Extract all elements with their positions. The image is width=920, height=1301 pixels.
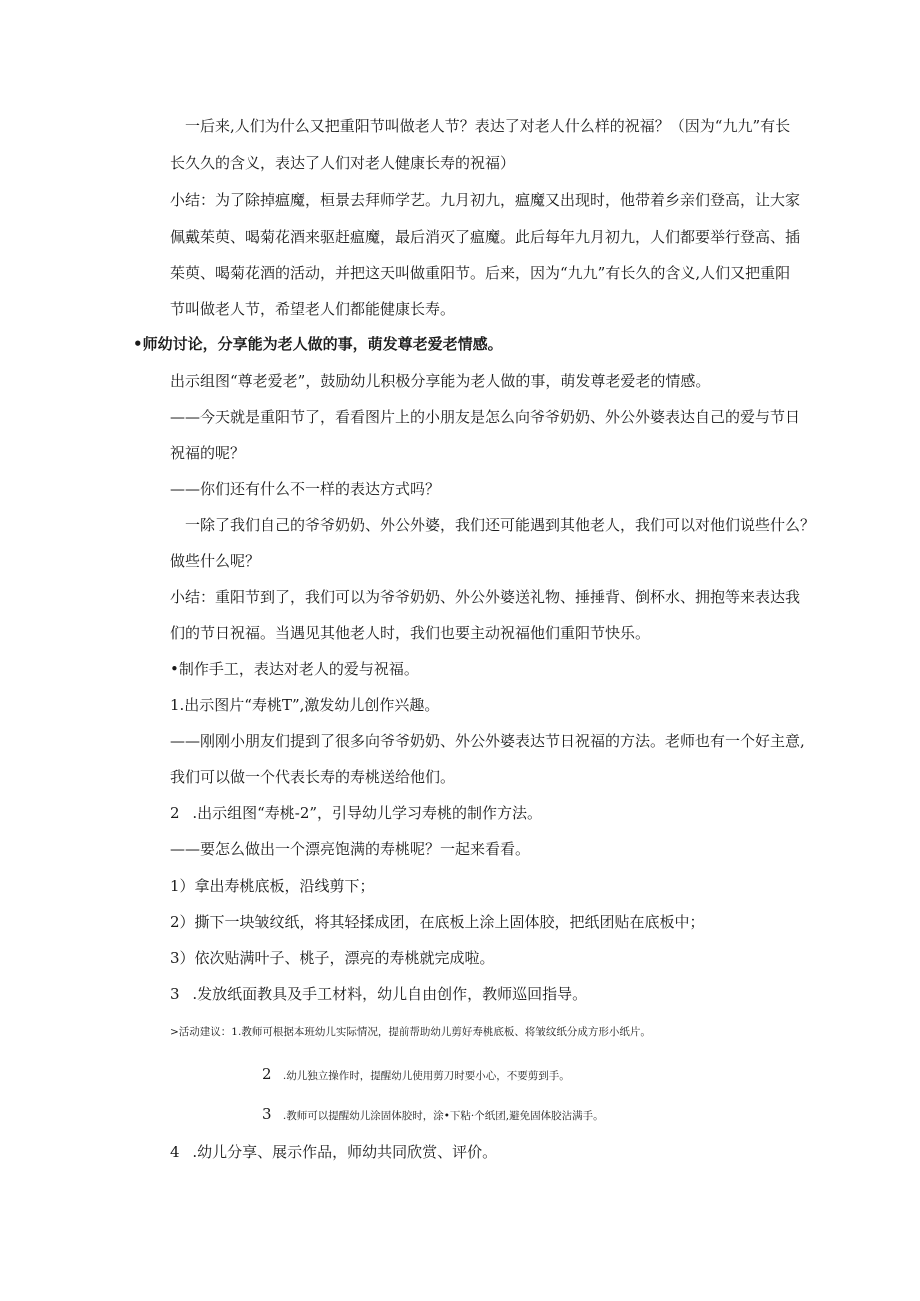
list-number: 3 bbox=[170, 985, 180, 1003]
activity-tip bbox=[262, 1107, 604, 1123]
summary-line: 节叫做老人节，希望老人们都能健康长寿。 bbox=[170, 300, 456, 318]
tip-text: .教师可以提醒幼儿涂固体胶时，涂•下粘·个纸团,避免固体胶沾满手。 bbox=[282, 1110, 604, 1122]
summary-line: 们的节日祝福。当遇见其他老人时，我们也要主动祝福他们重阳节快乐。 bbox=[170, 624, 651, 642]
summary-line: 小结：重阳节到了，我们可以为爷爷奶奶、外公外婆送礼物、捶捶背、倒杯水、拥抱等来表达我 bbox=[170, 588, 801, 606]
section-heading: •制作手工，表达对老人的爱与祝福。 bbox=[170, 660, 419, 678]
tip-text: .幼儿独立操作时，提醒幼儿使用剪刀时要小心，不要剪到手。 bbox=[282, 1070, 570, 1082]
activity-tip: >活动建议：1.教师可根据本班幼儿实际情况，提前帮助幼儿剪好寿桃底板、将皱纹纸分成方形小纸片。 bbox=[170, 1026, 651, 1038]
question-line: ——要怎么做出一个漂亮饱满的寿桃呢？一起来看看。 bbox=[170, 840, 531, 858]
list-item: 1.出示图片“寿桃T”,激发幼儿创作兴趣。 bbox=[170, 696, 440, 714]
summary-line: 小结：为了除掉瘟魔，桓景去拜师学艺。九月初九，瘟魔又出现时，他带着乡亲们登高，让大家 bbox=[170, 191, 801, 209]
paragraph-line: 出示组图“尊老爱老”，鼓励幼儿积极分享能为老人做的事，萌发尊老爱老的情感。 bbox=[170, 372, 711, 390]
question-line: 我们可以做一个代表长寿的寿桃送给他们。 bbox=[170, 768, 456, 786]
question-line: 一除了我们自己的爷爷奶奶、外公外婆，我们还可能遇到其他老人，我们可以对他们说些什么？ bbox=[185, 516, 816, 534]
step-item: 3）依次贴满叶子、桃子，漂亮的寿桃就完成啦。 bbox=[170, 949, 495, 967]
paragraph-line: 一后来,人们为什么又把重阳节叫做老人节？表达了对老人什么样的祝福？（因为“九九”有长 bbox=[185, 117, 791, 135]
tip-number: 2 bbox=[262, 1065, 272, 1083]
tip-number: 3 bbox=[262, 1105, 272, 1123]
list-text: .发放纸面教具及手工材料，幼儿自由创作，教师巡回指导。 bbox=[192, 985, 588, 1003]
summary-line: 佩戴茱萸、喝菊花酒来驱赶瘟魔，最后消灭了瘟魔。此后每年九月初九，人们都要举行登高、插 bbox=[170, 228, 801, 246]
step-item: 2）撕下一块皱纹纸，将其轻揉成团，在底板上涂上固体胶，把纸团贴在底板中； bbox=[170, 913, 705, 931]
list-text: .出示组图“寿桃-2”，引导幼儿学习寿桃的制作方法。 bbox=[192, 804, 543, 822]
list-item bbox=[170, 1142, 497, 1162]
question-line: ——刚刚小朋友们提到了很多向爷爷奶奶、外公外婆表达节日祝福的方法。老师也有一个好主意, bbox=[170, 732, 805, 750]
step-item: 1）拿出寿桃底板，沿线剪下； bbox=[170, 877, 375, 895]
section-heading: •师幼讨论，分享能为老人做的事，萌发尊老爱老情感。 bbox=[133, 335, 503, 353]
list-number: 4 bbox=[170, 1143, 180, 1161]
paragraph-line: 长久久的含义，表达了人们对老人健康长寿的祝福） bbox=[170, 154, 516, 172]
question-line: 祝福的呢？ bbox=[170, 444, 246, 462]
list-item bbox=[170, 984, 587, 1004]
list-item bbox=[170, 803, 542, 823]
list-number: 2 bbox=[170, 804, 180, 822]
question-line: 做些什么呢？ bbox=[170, 552, 261, 570]
question-line: ——今天就是重阳节了，看看图片上的小朋友是怎么向爷爷奶奶、外公外婆表达自己的爱与节日 bbox=[170, 408, 801, 426]
summary-line: 茱萸、喝菊花酒的活动，并把这天叫做重阳节。后来，因为“九九”有长久的含义,人们又把重阳 bbox=[170, 264, 791, 282]
question-line: ——你们还有什么不一样的表达方式吗？ bbox=[170, 480, 441, 498]
list-text: .幼儿分享、展示作品，师幼共同欣赏、评价。 bbox=[192, 1143, 498, 1161]
activity-tip bbox=[262, 1067, 570, 1083]
